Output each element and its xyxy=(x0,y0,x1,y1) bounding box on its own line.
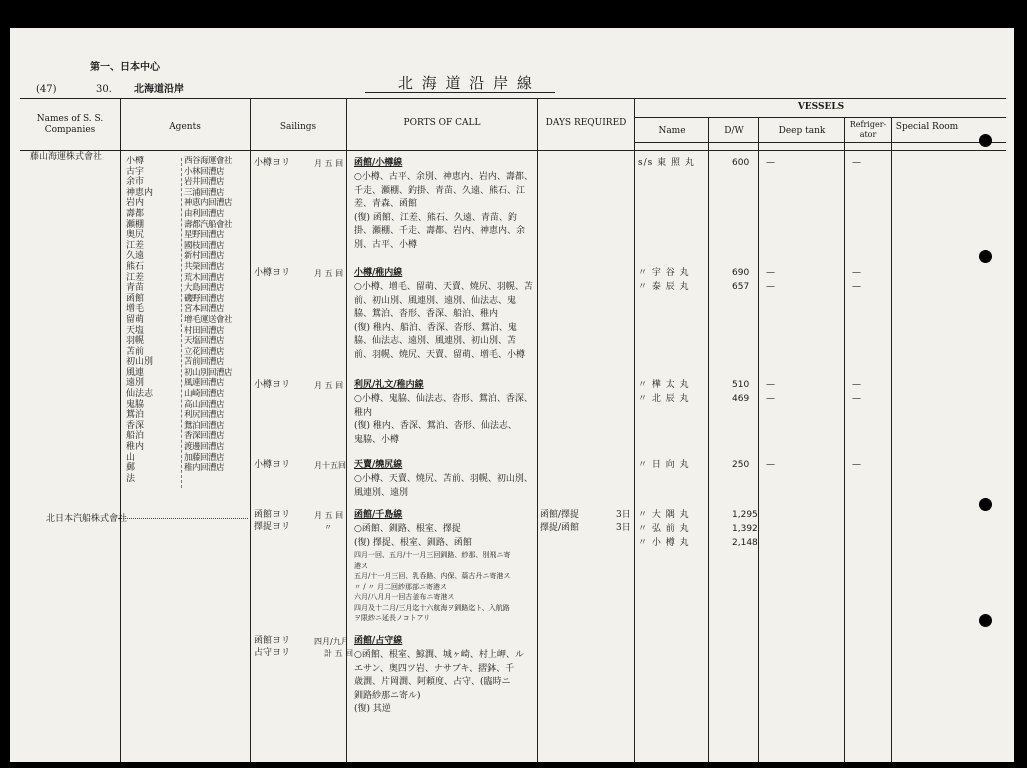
agent-name: 星野回漕店 xyxy=(184,230,225,241)
agent-name: 由利回漕店 xyxy=(184,208,225,219)
agent-name: 村田回漕店 xyxy=(184,325,225,336)
days-value: 3日 xyxy=(616,523,631,533)
port-of-call-line: 前、初山別、風連別、遠別、仙法志、鬼 xyxy=(354,295,517,306)
col-header-deep-tank: Deep tank xyxy=(778,126,826,136)
agent-place: 江差 xyxy=(126,272,145,283)
agent-place: 熊石 xyxy=(126,261,145,272)
sailing-port: 小樽ヨリ xyxy=(254,158,291,168)
route-name: 小樽/稚内線 xyxy=(354,268,403,278)
agent-name: 磯野回漕店 xyxy=(184,293,225,304)
vessel-name: 〃 小 樽 丸 xyxy=(638,538,690,548)
sailing-port: 函館ヨリ xyxy=(254,636,291,646)
col-header-refrigerator: Refriger-ator xyxy=(849,120,887,139)
company-name: 北日本汽船株式會社 xyxy=(46,514,128,524)
agent-place: 鴛泊 xyxy=(126,410,145,421)
col-divider-5 xyxy=(634,98,635,762)
vessel-deep-tank: — xyxy=(766,268,775,278)
agent-place: 初山別 xyxy=(126,357,154,368)
route-note: 六月/八月月一回古釜布ニ寄港ス xyxy=(354,593,455,601)
port-of-call-line: 釧路紗那ニ寄ル) xyxy=(354,690,421,701)
sailing-port: 擇捉ヨリ xyxy=(254,522,291,532)
agent-place: 香深 xyxy=(126,420,145,431)
route-name: 函館/占守線 xyxy=(354,636,403,646)
agent-name: 風連回漕店 xyxy=(184,378,225,389)
vessel-refrigerator: — xyxy=(852,282,861,292)
agent-place: 羽幌 xyxy=(126,336,145,347)
agent-place: 青苗 xyxy=(126,283,145,294)
vessel-dw: 657 xyxy=(732,282,750,292)
days-route: 函館/擇捉 xyxy=(540,510,580,520)
agent-place: 神恵内 xyxy=(126,187,154,198)
sailing-port: 小樽ヨリ xyxy=(254,268,291,278)
sailing-frequency: 月 五 回 xyxy=(314,381,344,390)
vessel-dw: 469 xyxy=(732,394,750,404)
agent-place: 天塩 xyxy=(126,325,145,336)
agent-name: 神恵内回漕店 xyxy=(184,198,233,209)
vessel-deep-tank: — xyxy=(766,282,775,292)
port-of-call-line: 脇、鴛泊、沓形、香深、船泊、稚内 xyxy=(354,309,499,319)
col-header-companies: Names of S. S. Companies xyxy=(36,114,104,135)
agent-place: 瀬棚 xyxy=(126,219,145,230)
agent-place: 古宇 xyxy=(126,166,145,177)
agent-name: 新村回漕店 xyxy=(184,251,225,262)
port-of-call-line: (復) 擇捉、根室、釧路、函館 xyxy=(354,537,472,548)
agent-place: 留萌 xyxy=(126,314,145,325)
vessel-dw: 1,392 xyxy=(732,524,758,534)
col-divider-1 xyxy=(120,98,121,762)
port-of-call-line: 歳澗、片岡澗、阿頼度、占守、(臨時ニ xyxy=(354,677,511,687)
sailing-port: 小樽ヨリ xyxy=(254,380,291,390)
leader-dots xyxy=(118,518,248,519)
vessel-dw: 250 xyxy=(732,460,750,470)
port-of-call-line: (復) 稚内、香深、鴛泊、沓形、仙法志、 xyxy=(354,421,517,431)
col-divider-2 xyxy=(250,98,251,762)
agent-place: 郵 xyxy=(126,463,136,474)
punch-hole xyxy=(979,250,992,263)
col-header-vessels: VESSELS xyxy=(797,102,845,112)
sailing-frequency: 月 五 回 xyxy=(314,269,344,278)
route-note: 五月/十一月三回、乳呑路、内保、蘂古丹ニ寄港ス xyxy=(354,572,511,580)
agent-name: 國枝回漕店 xyxy=(184,240,225,251)
agent-place: 遠別 xyxy=(126,378,145,389)
port-of-call-line: 風連別、遠別 xyxy=(354,487,409,498)
agent-place: 船泊 xyxy=(126,431,145,442)
port-of-call-line: 前、羽幌、燒尻、天賣、留萌、增毛、小樽 xyxy=(354,349,526,360)
port-of-call-line: 千走、瀬棚、釣掛、青苗、久遠、熊石、江 xyxy=(354,185,526,196)
agent-place: 鬼脇 xyxy=(126,399,145,410)
agent-place: 苫前 xyxy=(126,346,145,357)
route-note: 港ス xyxy=(354,561,368,570)
col-header-days: DAYS REQUIRED xyxy=(545,118,627,128)
col-header-sailings: Sailings xyxy=(279,122,317,132)
sailing-frequency: 月十五回 xyxy=(314,461,346,470)
agent-place: 仙法志 xyxy=(126,389,154,400)
agent-name: 天塩回漕店 xyxy=(184,336,225,347)
agent-place: 法 xyxy=(126,473,136,484)
agent-place: 奥尻 xyxy=(126,230,145,241)
vessel-dw: 510 xyxy=(732,380,750,390)
agent-place: 風連 xyxy=(126,367,145,378)
vessel-name: 〃 大 隅 丸 xyxy=(638,510,690,520)
vessel-refrigerator: — xyxy=(852,394,861,404)
page-title: 北 海 道 沿 岸 線 xyxy=(398,74,534,92)
agent-name: 初山別回漕店 xyxy=(184,367,233,378)
agent-name: 三浦回漕店 xyxy=(184,187,225,198)
port-of-call-line: (復) 稚内、船泊、香深、沓形、鴛泊、鬼 xyxy=(354,322,517,333)
vessel-refrigerator: — xyxy=(852,268,861,278)
vessel-deep-tank: — xyxy=(766,158,775,168)
col-header-name: Name xyxy=(658,126,686,136)
col-divider-3 xyxy=(346,98,347,762)
agent-place: 久遠 xyxy=(126,251,145,262)
agent-name: 共榮回漕店 xyxy=(184,261,225,272)
sailing-port: 小樽ヨリ xyxy=(254,460,291,470)
col-header-ports: PORTS OF CALL xyxy=(403,118,481,128)
agent-name: 荒木回漕店 xyxy=(184,272,225,283)
port-of-call-line: 掛、瀬棚、千走、壽都、岩内、神恵内、余 xyxy=(354,226,526,236)
route-note: ヲ限紗ニ延長ノコトアリ xyxy=(354,614,431,622)
punch-hole xyxy=(979,614,992,627)
agent-place: 增毛 xyxy=(126,304,145,315)
agent-name: 鴛泊回漕店 xyxy=(184,420,225,431)
port-of-call-line: 別、古平、小樽 xyxy=(354,239,418,250)
sailing-frequency: 月 五 回 xyxy=(314,511,344,520)
agent-name: 西谷海運會社 xyxy=(184,156,233,166)
punch-hole xyxy=(979,498,992,511)
port-of-call-line: 脇、仙法志、遠別、風連別、初山別、苫 xyxy=(354,336,517,346)
agent-name: 加藤回漕店 xyxy=(184,452,225,463)
col-header-dw: D/W xyxy=(724,126,744,136)
vessel-refrigerator: — xyxy=(852,158,861,168)
col-divider-6 xyxy=(708,117,709,762)
agent-name: 岩井回漕店 xyxy=(184,177,225,188)
agent-place: 余市 xyxy=(126,177,145,188)
vessel-name: 〃 日 向 丸 xyxy=(638,460,690,470)
port-of-call-line: ○小樽、古平、余別、神恵内、岩内、壽都、 xyxy=(354,172,533,182)
vessel-deep-tank: — xyxy=(766,394,775,404)
table-top-rule xyxy=(20,98,1006,99)
port-of-call-line: 稚内 xyxy=(354,407,373,418)
vessel-name: 〃 弘 前 丸 xyxy=(638,524,690,534)
vessel-dw: 690 xyxy=(732,268,750,278)
vessel-dw: 1,295 xyxy=(732,510,758,520)
vessel-name: 〃 宇 谷 丸 xyxy=(638,268,690,278)
sailing-frequency: 計 五 回 xyxy=(324,649,354,658)
vessel-dw: 2,148 xyxy=(732,538,758,548)
sailing-port: 函館ヨリ xyxy=(254,510,291,520)
agent-place: 小樽 xyxy=(126,156,145,166)
agent-place: 山 xyxy=(126,452,136,463)
vessel-deep-tank: — xyxy=(766,380,775,390)
col-header-agents: Agents xyxy=(169,122,201,132)
agent-places xyxy=(126,156,180,491)
agent-name: 增毛運送會社 xyxy=(184,314,233,325)
route-note: 〃 / 〃 月二回紗那部ニ寄港ス xyxy=(354,582,448,591)
document-page xyxy=(10,28,1014,762)
agent-name: 大島回漕店 xyxy=(184,283,225,294)
vessels-name-rule xyxy=(634,142,1006,143)
vessels-subheader-rule xyxy=(634,117,1006,118)
agent-place: 函館 xyxy=(126,293,145,304)
sailing-port: 占守ヨリ xyxy=(254,648,291,658)
route-name: 天賣/燒尻線 xyxy=(354,460,403,470)
agent-name: 山崎回漕店 xyxy=(184,389,225,400)
company-name: 藤山海運株式會社 xyxy=(30,152,103,162)
sailing-frequency: 月 五 回 xyxy=(314,159,344,168)
agent-place: 岩内 xyxy=(126,198,145,209)
vessel-deep-tank: — xyxy=(766,460,775,470)
days-value: 3日 xyxy=(616,510,631,520)
agent-name: 立花回漕店 xyxy=(184,346,225,357)
vessel-name: 〃 樺 太 丸 xyxy=(638,380,690,390)
route-note: 四月及十二月/三月迄十六航海ヲ釧路迄ト、入航路 xyxy=(354,603,510,612)
route-name: 函館/小樽線 xyxy=(354,158,403,168)
agent-place: 稚内 xyxy=(126,442,145,453)
port-of-call-line: ○小樽、天賣、燒尻、苫前、羽幌、初山別、 xyxy=(354,474,533,484)
title-underline xyxy=(365,92,555,93)
item-number: 30. xyxy=(96,84,112,95)
agents-divider xyxy=(181,158,183,488)
col-header-special-room: Special Room xyxy=(895,122,959,132)
punch-hole xyxy=(979,134,992,147)
agent-name: 宮本回漕店 xyxy=(184,304,225,315)
agent-name: 香深回漕店 xyxy=(184,431,225,442)
agent-name: 苫前回漕店 xyxy=(184,357,225,368)
vessel-dw: 600 xyxy=(732,158,750,168)
vessel-name: 〃 泰 辰 丸 xyxy=(638,282,690,292)
port-of-call-line: ○函館、根室、鯨澗、城ヶ崎、村上岬、ル xyxy=(354,650,524,660)
col-divider-7 xyxy=(758,117,759,762)
item-name: 北海道沿岸 xyxy=(134,84,184,95)
vessel-name: s/s 東 照 丸 xyxy=(638,158,695,168)
agent-place: 壽都 xyxy=(126,208,145,219)
port-of-call-line: エサン、奥四ツ岩、ナサブキ、摺鉢、千 xyxy=(354,663,515,674)
section-heading: 第一、日本中心 xyxy=(90,62,160,73)
table-header-rule xyxy=(20,150,1006,151)
col-divider-4 xyxy=(537,98,538,762)
route-name: 利尻/礼文/稚内線 xyxy=(354,380,424,390)
port-of-call-line: (復) 其逆 xyxy=(354,704,391,714)
route-name: 函館/千島線 xyxy=(354,510,403,520)
page-number: (47) xyxy=(36,84,57,95)
agent-name: 高山回漕店 xyxy=(184,399,225,410)
agent-name: 小林回漕店 xyxy=(184,166,225,177)
route-note: 四月一回、五月/十一月三回釧路、紗那、別飛ニ寄 xyxy=(354,551,511,559)
vessel-name: 〃 北 辰 丸 xyxy=(638,394,690,404)
port-of-call-line: ○小樽、鬼脇、仙法志、沓形、鴛泊、香深、 xyxy=(354,394,533,404)
vessel-refrigerator: — xyxy=(852,380,861,390)
port-of-call-line: 鬼脇、小樽 xyxy=(354,434,400,445)
agent-name: 渡邊回漕店 xyxy=(184,442,225,453)
port-of-call-line: ○小樽、增毛、留萌、天賣、燒尻、羽幌、苫 xyxy=(354,282,533,292)
agent-name: 利尻回漕店 xyxy=(184,410,225,421)
col-divider-9 xyxy=(891,117,892,762)
port-of-call-line: (復) 函館、江差、熊石、久遠、青苗、釣 xyxy=(354,212,517,223)
sailing-frequency: 〃 xyxy=(324,523,332,532)
sailing-frequency: 四月/九月 xyxy=(314,637,349,646)
agent-name: 壽都汽船會社 xyxy=(184,219,233,230)
agent-names xyxy=(184,156,248,491)
agent-name: 稚内回漕店 xyxy=(184,463,225,474)
port-of-call-line: 差、青森、函館 xyxy=(354,199,418,209)
agent-place: 江差 xyxy=(126,240,145,251)
port-of-call-line: ○函館、釧路、根室、擇捉 xyxy=(354,524,461,534)
days-route: 擇捉/函館 xyxy=(540,523,580,533)
vessel-refrigerator: — xyxy=(852,460,861,470)
col-divider-8 xyxy=(844,117,845,762)
